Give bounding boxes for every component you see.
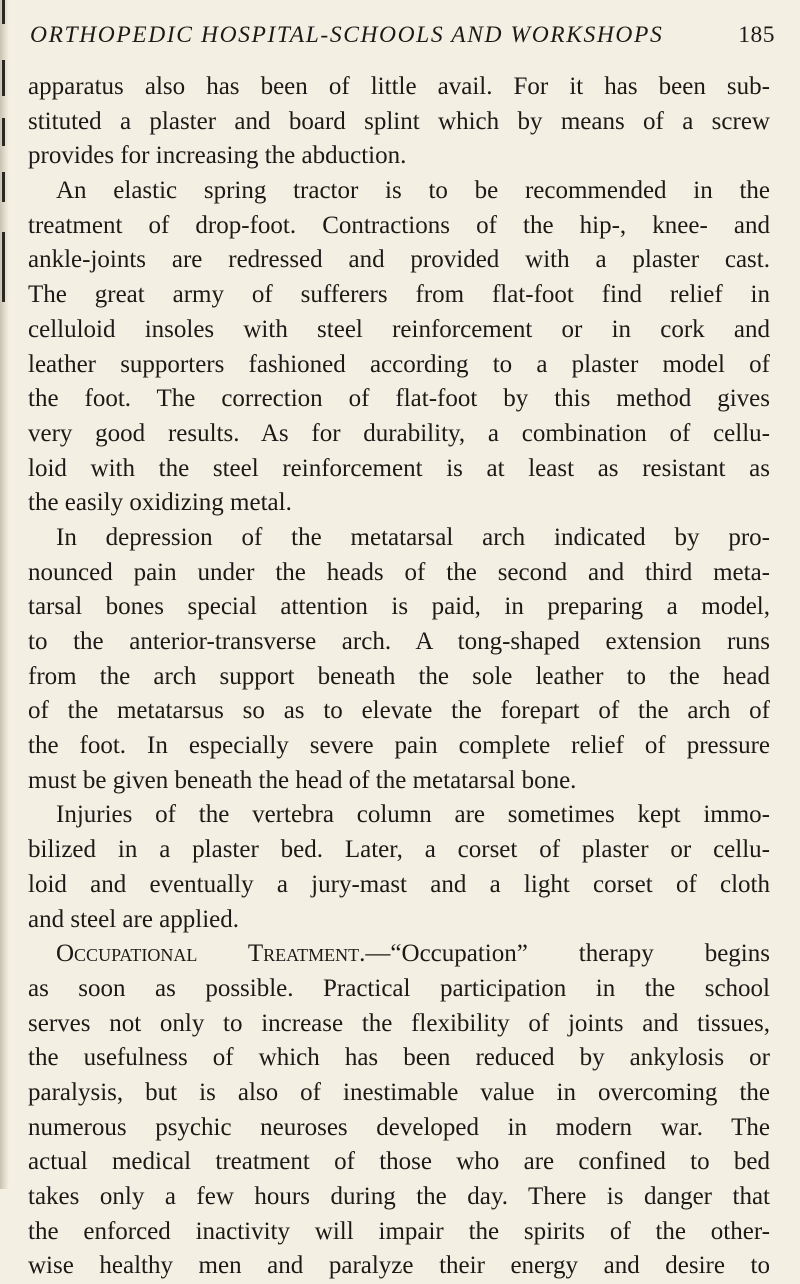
binding-shadow-mark <box>2 60 5 96</box>
text-line: nounced pain under the heads of the second and third meta- <box>28 558 770 586</box>
binding-shadow-mark <box>2 0 5 24</box>
text-line: numerous psychic neuroses developed in modern war. The <box>28 1113 770 1141</box>
text-line: Injuries of the vertebra column are sometimes kept immo- <box>56 801 770 829</box>
text-line: very good results. As for durability, a combination of cellu- <box>28 419 770 447</box>
text-line: provides for increasing the abduction. <box>28 142 407 170</box>
text-line: the usefulness of which has been reduced by ankylosis or <box>28 1044 770 1072</box>
text-line: In depression of the metatarsal arch indicated by pro- <box>56 523 770 551</box>
page-number: 185 <box>738 22 775 48</box>
text-line: stituted a plaster and board splint which by means of a screw <box>28 107 770 135</box>
text-line: paralysis, but is also of inestimable value in overcoming the <box>28 1078 770 1106</box>
text-line: wise healthy men and paralyze their energy and desire to <box>28 1252 770 1280</box>
text-line: apparatus also has been of little avail. For it has been sub- <box>28 73 770 100</box>
text-line: the enforced inactivity will impair the spirits of the other- <box>28 1217 770 1245</box>
text-line: from the arch support beneath the sole leather to the head <box>28 662 770 690</box>
text-line: the foot. The correction of flat-foot by this method gives <box>28 385 770 413</box>
body-text <box>28 70 770 1284</box>
text-line: An elastic spring tractor is to be recommended in the <box>56 177 770 205</box>
running-head <box>30 18 775 52</box>
text-line: loid and eventually a jury-mast and a light corset of cloth <box>28 870 770 898</box>
running-title: ORTHOPEDIC HOSPITAL-SCHOOLS AND WORKSHOPS <box>30 22 664 48</box>
text-line: of the metatarsus so as to elevate the forepart of the arch of <box>28 697 770 725</box>
text-line: treatment of drop-foot. Contractions of the hip-, knee- and <box>28 211 770 239</box>
text-line: ankle-joints are redressed and provided with a plaster cast. <box>28 246 770 274</box>
text-line: leather supporters fashioned according to a plaster model of <box>28 350 770 378</box>
text-line: to the anterior-transverse arch. A tong-shaped extension runs <box>28 628 770 655</box>
text-line: takes only a few hours during the day. There is danger that <box>28 1183 770 1210</box>
section-heading: Occupational Treatment.— <box>56 940 391 968</box>
text-line <box>28 937 770 972</box>
page-binding-edge <box>0 0 9 1189</box>
text-line: the easily oxidizing metal. <box>28 489 292 517</box>
text-line: as soon as possible. Practical participation in the school <box>28 974 770 1002</box>
text-line: tarsal bones special attention is paid, in preparing a model, <box>28 593 770 621</box>
section-heading-continuation: “Occupation” therapy begins <box>390 940 770 968</box>
text-line: loid with the steel reinforcement is at least as resistant as <box>28 454 770 482</box>
text-line: celluloid insoles with steel reinforcement or in cork and <box>28 315 770 343</box>
text-line: serves not only to increase the flexibility of joints and tissues, <box>28 1009 770 1037</box>
binding-shadow-mark <box>2 172 5 202</box>
text-line: must be given beneath the head of the metatarsal bone. <box>28 766 577 794</box>
text-line: The great army of sufferers from flat-foot find relief in <box>28 281 770 309</box>
binding-shadow-mark <box>2 118 5 146</box>
text-line: the foot. In especially severe pain complete relief of pressure <box>28 732 770 760</box>
text-line: bilized in a plaster bed. Later, a corset of plaster or cellu- <box>28 836 770 864</box>
binding-shadow-mark <box>2 232 5 302</box>
text-line: actual medical treatment of those who are confined to bed <box>28 1148 770 1176</box>
text-line: and steel are applied. <box>28 905 240 933</box>
